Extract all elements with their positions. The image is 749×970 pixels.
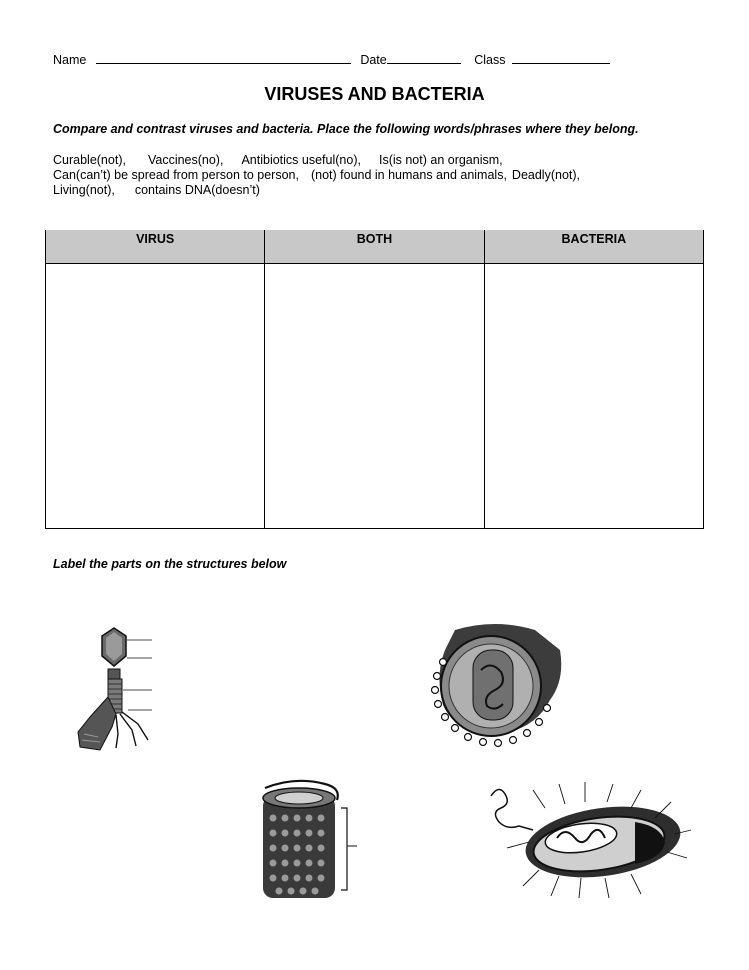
word-item: Curable(not), (53, 153, 126, 167)
header-virus: VIRUS (46, 230, 265, 264)
table-answer-row (46, 264, 704, 529)
virus-cell[interactable] (46, 264, 265, 529)
word-bank-line-1 (53, 153, 580, 168)
word-bank-line-2 (53, 168, 580, 183)
compare-table (45, 230, 704, 529)
header-bacteria: BACTERIA (484, 230, 703, 264)
date-label: Date (360, 53, 387, 67)
both-cell[interactable] (265, 264, 484, 529)
word-item: Can(can’t) be spread from person to person, (53, 168, 299, 182)
label-instructions: Label the parts on the structures below (53, 557, 287, 571)
word-item: Is(is not) an organism, (378, 153, 503, 167)
word-bank (53, 153, 580, 198)
date-field[interactable] (387, 53, 461, 64)
word-item: Deadly(not), (511, 168, 581, 182)
helical-virus-illustration (255, 778, 365, 903)
word-item: Vaccines(no), (147, 153, 224, 167)
header-both: BOTH (265, 230, 484, 264)
page-title: VIRUSES AND BACTERIA (264, 84, 485, 104)
virus-cross-section-illustration (425, 620, 565, 755)
class-label: Class (474, 53, 506, 67)
word-item: Living(not), (53, 183, 115, 197)
word-item: contains DNA(doesn’t) (134, 183, 260, 197)
word-item: (not) found in humans and animals, (310, 168, 507, 182)
name-label: Name (53, 53, 87, 67)
bacterium-illustration (485, 782, 695, 902)
class-field[interactable] (512, 53, 610, 64)
table-header-row (46, 230, 704, 264)
student-info-line (53, 53, 610, 67)
bacteriophage-illustration (70, 622, 165, 754)
instructions: Compare and contrast viruses and bacteria. Place the following words/phrases where they belong. (53, 122, 639, 136)
name-field[interactable] (96, 53, 351, 64)
word-item: Antibiotics useful(no), (241, 153, 361, 167)
word-bank-line-3 (53, 183, 580, 198)
bacteria-cell[interactable] (484, 264, 703, 529)
